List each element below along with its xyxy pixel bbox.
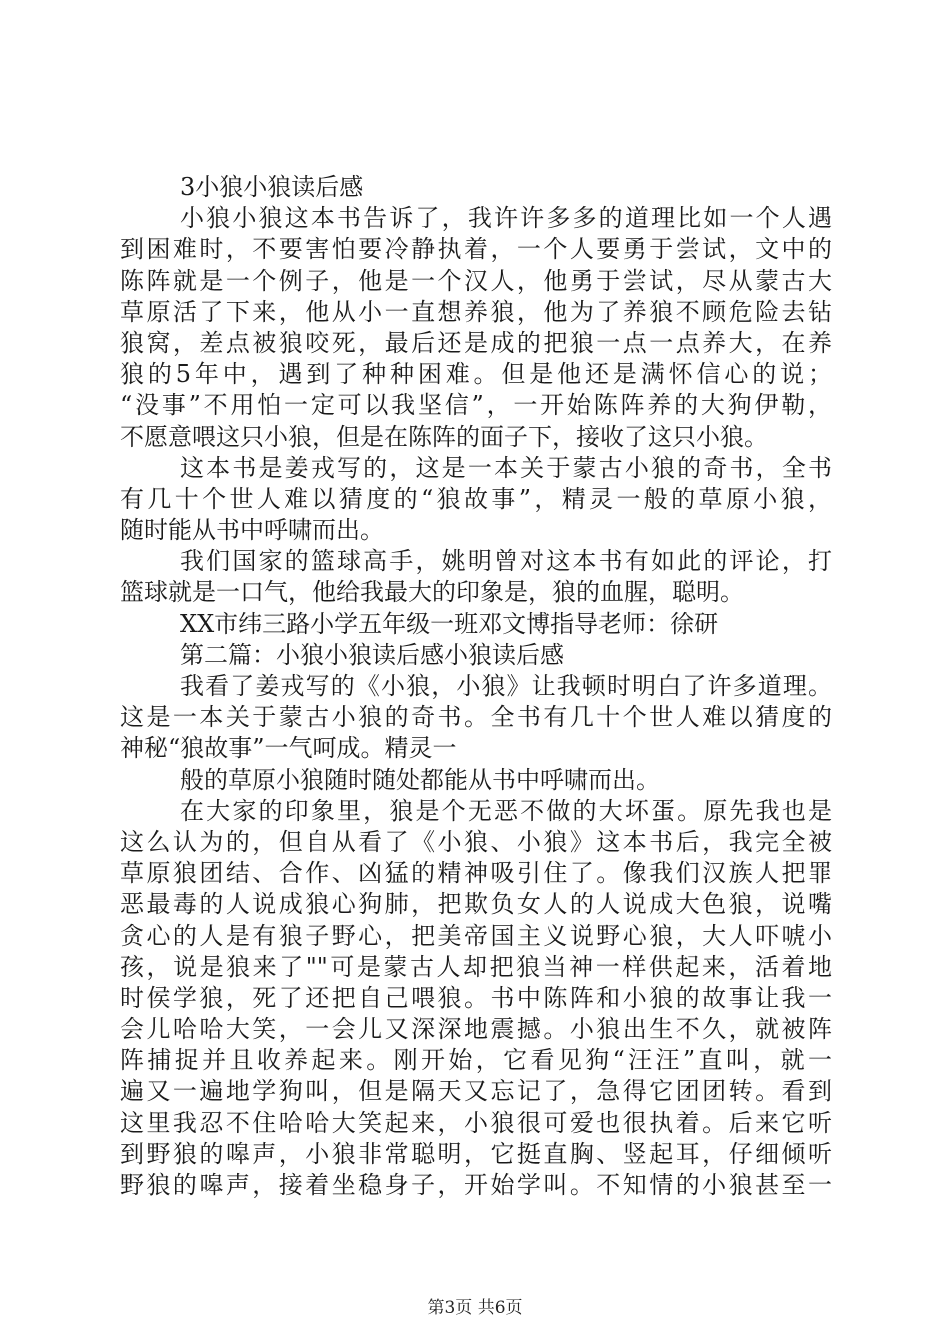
text-line: 3小狼小狼读后感 xyxy=(180,173,364,201)
document-body xyxy=(120,172,832,1201)
text-line: 阵捕捉并且收养起来。刚开始，它看见狗“汪汪”直叫，就一 xyxy=(120,1046,832,1075)
text-line: 小狼小狼这本书告诉了，我许许多多的道理比如一个人遇 xyxy=(180,204,832,233)
text-line: 第二篇：小狼小狼读后感小狼读后感 xyxy=(180,640,564,669)
text-line: 遍又一遍地学狗叫，但是隔天又忘记了，急得它团团转。看到 xyxy=(120,1077,832,1106)
text-line: 这本书是姜戎写的，这是一本关于蒙古小狼的奇书，全书 xyxy=(180,453,832,482)
text-line: 会儿哈哈大笑，一会儿又深深地震撼。小狼出生不久，就被阵 xyxy=(120,1015,832,1044)
text-line: 般的草原小狼随时随处都能从书中呼啸而出。 xyxy=(180,765,660,794)
text-line: 草原活了下来，他从小一直想养狼，他为了养狼不顾危险去钻 xyxy=(120,297,832,326)
text-line: 孩，说是狼来了""可是蒙古人却把狼当神一样供起来，活着地 xyxy=(120,952,832,981)
text-line: 这么认为的，但自从看了《小狼、小狼》这本书后，我完全被 xyxy=(120,827,832,856)
text-line: 到野狼的嗥声，小狼非常聪明，它挺直胸、竖起耳，仔细倾听 xyxy=(120,1139,832,1168)
text-line: 这里我忍不住哈哈大笑起来，小狼很可爱也很执着。后来它听 xyxy=(120,1108,832,1137)
text-line: 这是一本关于蒙古小狼的奇书。全书有几十个世人难以猜度的 xyxy=(120,703,832,732)
text-line: 野狼的嗥声，接着坐稳身子，开始学叫。不知情的小狼甚至一 xyxy=(120,1171,832,1199)
text-line: 草原狼团结、合作、凶猛的精神吸引住了。像我们汉族人把罪 xyxy=(120,859,832,888)
text-line: 恶最毒的人说成狼心狗肺，把欺负女人的人说成大色狼，说嘴 xyxy=(120,890,832,919)
text-line: 狼的5年中，遇到了种种困难。但是他还是满怀信心的说； xyxy=(120,360,832,389)
text-line: 神秘“狼故事”一气呵成。精灵一 xyxy=(120,734,457,763)
text-line: 随时能从书中呼啸而出。 xyxy=(120,516,384,545)
text-line: 我们国家的篮球高手，姚明曾对这本书有如此的评论，打 xyxy=(180,547,832,576)
text-line: 篮球就是一口气，他给我最大的印象是，狼的血腥，聪明。 xyxy=(120,578,744,607)
text-line: “没事”不用怕一定可以我坚信”，一开始陈阵养的大狗伊勒， xyxy=(120,391,832,420)
text-line: 贪心的人是有狼子野心，把美帝国主义说野心狼，大人吓唬小 xyxy=(120,921,832,950)
text-line: 狼窝，差点被狼咬死，最后还是成的把狼一点一点养大，在养 xyxy=(120,328,832,357)
text-line: 陈阵就是一个例子，他是一个汉人，他勇于尝试，尽从蒙古大 xyxy=(120,266,832,295)
text-line: 不愿意喂这只小狼，但是在陈阵的面子下，接收了这只小狼。 xyxy=(120,422,768,451)
text-line: 有几十个世人难以猜度的“狼故事”，精灵一般的草原小狼， xyxy=(120,484,832,513)
text-line: 在大家的印象里，狼是个无恶不做的大坏蛋。原先我也是 xyxy=(180,796,832,825)
text-line: 时侯学狼，死了还把自己喂狼。书中陈阵和小狼的故事让我一 xyxy=(120,983,832,1012)
text-line: 到困难时，不要害怕要冷静执着，一个人要勇于尝试，文中的 xyxy=(120,235,832,264)
text-line: 我看了姜戎写的《小狼，小狼》让我顿时明白了许多道理。 xyxy=(180,672,832,700)
text-line: XX市纬三路小学五年级一班邓文博指导老师：徐研 xyxy=(180,609,719,638)
page-footer: 第3页 共6页 xyxy=(427,1298,523,1318)
